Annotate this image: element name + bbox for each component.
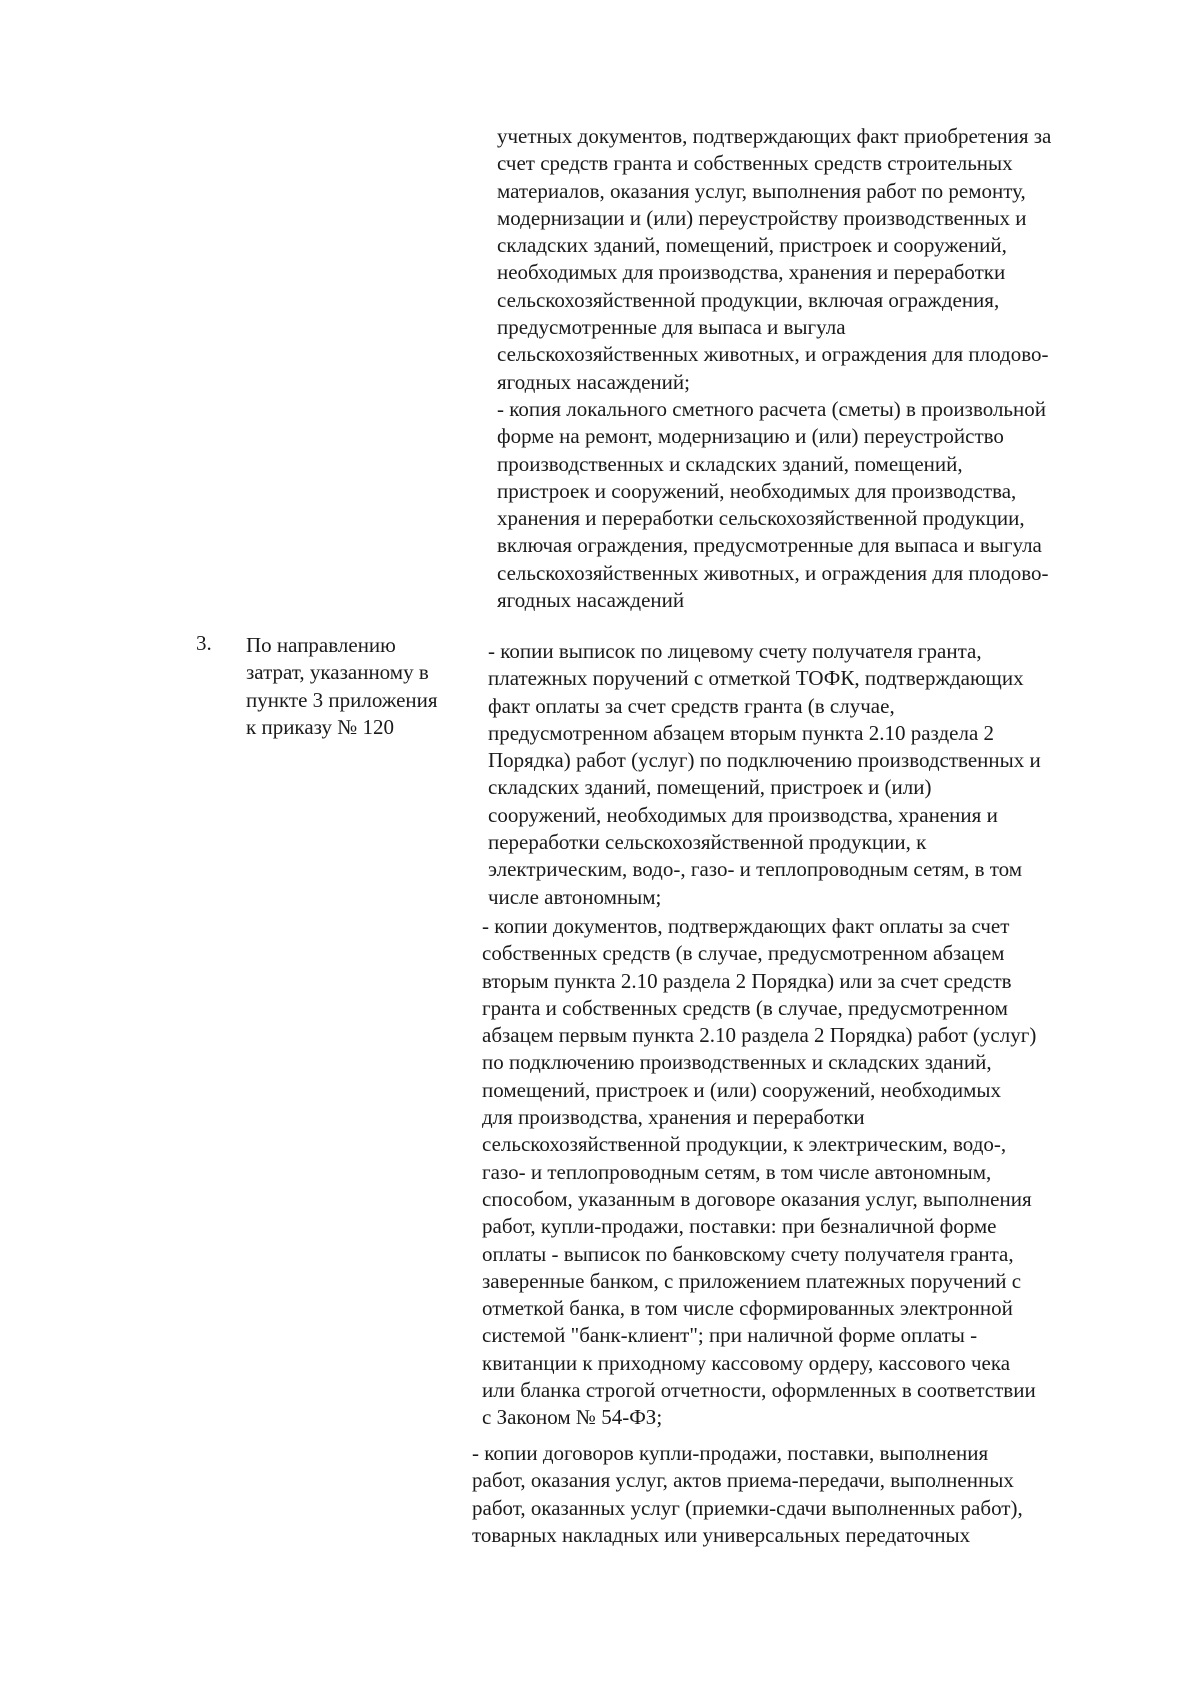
row-label: По направлению затрат, указанному в пункте 3 приложения к приказу № 120 xyxy=(246,633,438,739)
continuation-paragraph: учетных документов, подтверждающих факт приобретения за счет средств гранта и собственных средств строительных материалов, оказания услуг, выполнения работ по ремонту, модернизации и (или) переустройству производственных и складских зданий, помещений, пристроек и сооружений, необходимых для производства, хранения и переработки сельскохозяйственной продукции, включая ограждения, предусмотренные для выпаса и выгула сельскохозяйственных животных, и ограждения для плодово- ягодных насаждений; - копия локального сметного расчета (сметы) в произвольной форме на ремонт, модернизацию и (или) переустройство производственных и складских зданий, помещений, пристроек и сооружений, необходимых для производства, хранения и переработки сельскохозяйственной продукции, включая ограждения, предусмотренные для выпаса и выгула сельскохозяйственных животных, и ограждения для плодово- ягодных насаждений xyxy=(497,124,1052,613)
row-item-payment-documents: - копии документов, подтверждающих факт оплаты за счет собственных средств (в случае, предусмотренном абзацем вторым пункта 2.10 раздела 2 Порядка) или за счет средств гранта и собственных средств (в случае, предусмотренном абзацем первым пункта 2.10 раздела 2 Порядка) работ (услуг) по подключению производственных и складских зданий, помещений, пристроек и (или) сооружений, необходимых для производства, хранения и переработки сельскохозяйственной продукции, к электрическим, водо-, газо- и теплопроводным сетям, в том числе автономным, способом, указанным в договоре оказания услуг, выполнения работ, купли-продажи, поставки: при безналичной форме оплаты - выписок по банковскому счету получателя гранта, заверенные банком, с приложением платежных поручений с отметкой банка, в том числе сформированных электронной системой "банк-клиент"; при наличной форме оплаты - квитанции к приходному кассовому ордеру, кассового чека или бланка строгой отчетности, оформленных в соответствии с Законом № 54-ФЗ; xyxy=(482,914,1037,1430)
row-number: 3. xyxy=(196,631,212,655)
row-item-statements: - копии выписок по лицевому счету получателя гранта, платежных поручений с отметкой ТОФК, подтверждающих факт оплаты за счет средств гранта (в случае, предусмотренном абзацем вторым пункта 2.10 раздела 2 Порядка) работ (услуг) по подключению производственных и складских зданий, помещений, пристроек и (или) сооружений, необходимых для производства, хранения и переработки сельскохозяйственной продукции, к электрическим, водо-, газо- и теплопроводным сетям, в том числе автономным; xyxy=(488,639,1041,909)
row-item-contracts: - копии договоров купли-продажи, поставки, выполнения работ, оказания услуг, актов приема-передачи, выполненных работ, оказанных услуг (приемки-сдачи выполненных работ), товарных накладных или универсальных передаточных xyxy=(472,1441,1023,1547)
